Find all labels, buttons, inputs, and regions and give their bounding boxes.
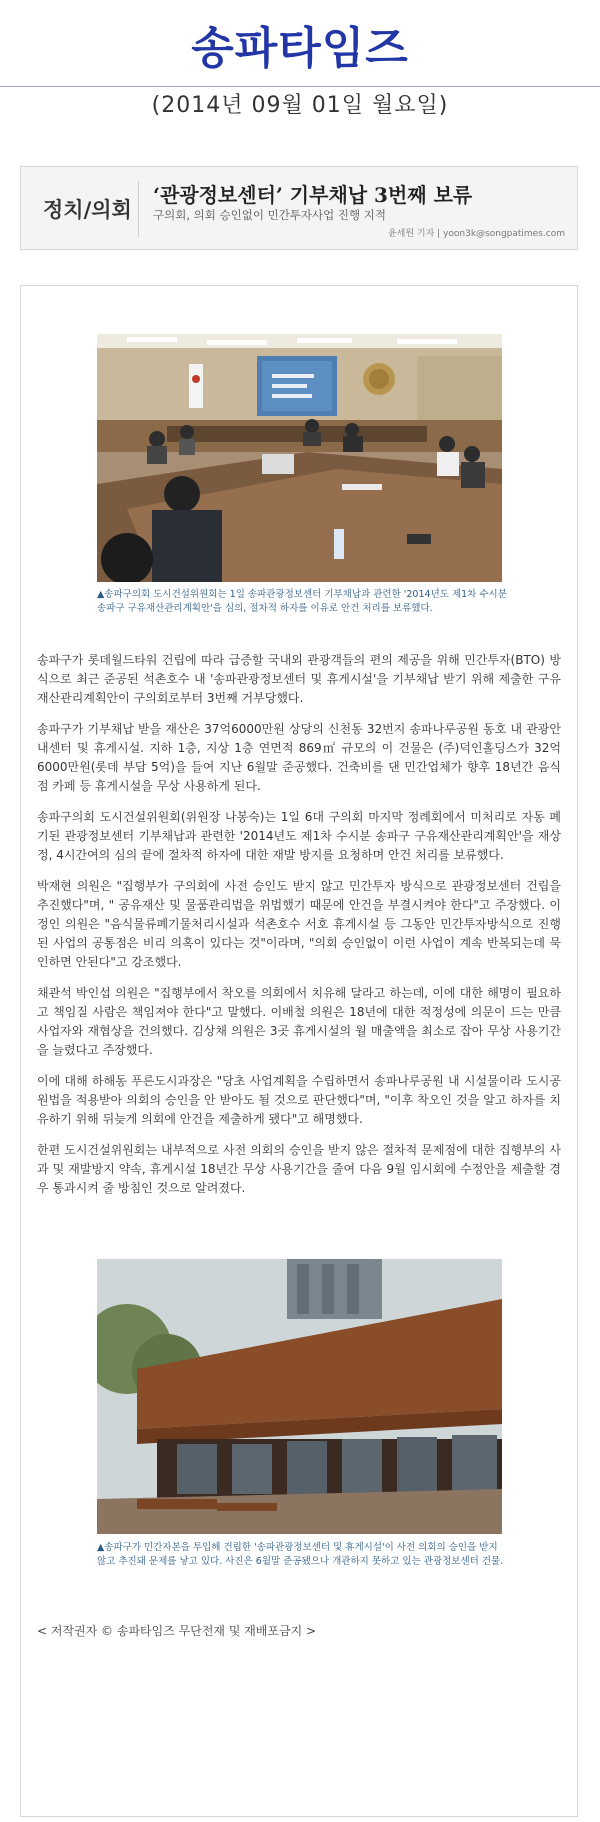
paragraph: 송파구가 기부채납 받을 재산은 37억6000만원 상당의 신천동 32번지 송파나루공원 동호 내 관광안내센터 및 휴게시설. 지하 1층, 지상 1층 연면적 869㎡ 규모의 이 건물은 (주)덕인홀딩스가 32억6000만원(롯데 부담 5억)을 들여 지난 6월말 준공했다. 건축비를 댄 민간업체가 향후 18년간 음식점 카페 등 휴게시설을 무상 사용하게 된다. <box>37 722 561 793</box>
paragraph: 이에 대해 하해동 푸른도시과장은 "당초 사업계획을 수립하면서 송파나루공원 내 시설물이라 도시공원법을 적용받아 의회의 승인을 안 받아도 될 것으로 판단했다"며, "이후 착오인 것을 알고 하자를 치유하기 위해 뒤늦게 의회에 안건을 제출하게 됐다"고 해명했다. <box>37 1074 561 1126</box>
masthead <box>0 0 600 118</box>
paragraph: 채관석 박인섭 의원은 "집행부에서 착오를 의회에서 치유해 달라고 하는데, 이에 대한 해명이 필요하고 책임질 사람은 책임져야 한다"고 말했다. 이배철 의원은 18년에 대한 적정성에 의문이 드는 만큼 사업자와 재협상을 건의했다. 김상채 의원은 3곳 휴게시설의 월 매출액을 최소로 잡아 무상 사용기간을 늘렸다고 주장했다. <box>37 986 561 1057</box>
photo-caption: ▲송파구의회 도시건설위원회는 1일 송파관광정보센터 기부채납과 관련한 '2014년도 제1차 수시분 송파구 구유재산관리계획안'을 심의, 절차적 하자를 이유로 안건 처리를 보류했다. <box>97 589 507 614</box>
photo-caption: ▲송파구가 민간자본을 투입해 건립한 '송파관광정보센터 및 휴게시설'이 사전 의회의 승인을 받지 않고 추진돼 문제를 낳고 있다. 사진은 6월말 준공됐으나 개관하지 못하고 있는 관광정보센터 건물. <box>97 1542 504 1567</box>
byline: 윤세원 기자 | yoon3k@songpatimes.com <box>387 229 565 239</box>
copyright-notice: < 저작권자 © 송파타임즈 무단전재 및 재배포금지 > <box>37 1624 317 1638</box>
site-logo[interactable]: 송파타임즈 <box>191 23 409 74</box>
council-meeting-photo <box>97 334 502 582</box>
article-body <box>37 651 561 1210</box>
article-header <box>20 166 578 250</box>
section-label: 정치/의회 <box>43 198 132 222</box>
masthead-divider <box>0 86 600 87</box>
issue-date: (2014년 09월 01일 월요일) <box>151 93 449 118</box>
tourist-center-photo <box>97 1259 502 1534</box>
paragraph: 송파구가 롯데월드타워 건립에 따라 급증할 국내외 관광객들의 편의 제공을 위해 민간투자(BTO) 방식으로 최근 준공된 석촌호수 내 '송파관광정보센터 및 휴게시설'을 기부채납 받기 위해 제출한 구유재산관리계획안이 구의회로부터 3번째 거부당했다. <box>37 653 561 705</box>
paragraph: 박재현 의원은 "집행부가 구의회에 사전 승인도 받지 않고 민간투자 방식으로 관광정보센터 건립을 추진했다"며, " 공유재산 및 물품관리법을 위법했기 때문에 안건을 부결시켜야 한다"고 주장했다. 이정인 의원은 "음식물류폐기물처리시설과 석촌호수 서호 휴게시설 등 그동안 민간투자방식으로 진행된 사업의 공통점은 비리 의혹이 있다는 것"이라며, "의회 승인없이 이런 사업이 계속 반복되는데 묵인하면 안된다"고 강조했다. <box>37 879 561 969</box>
article-body-box <box>20 285 578 1817</box>
article-title: ‘관광정보센터’ 기부채납 3번째 보류 <box>153 183 473 207</box>
article-subtitle: 구의회, 의회 승인없이 민간투자사업 진행 지적 <box>153 208 387 222</box>
paragraph: 한편 도시건설위원회는 내부적으로 사전 의회의 승인을 받지 않은 절차적 문제점에 대한 집행부의 사과 및 재발방지 약속, 휴게시설 18년간 무상 사용기간을 줄여 다음 9월 임시회에 수정안을 제출할 경우 통과시켜 줄 방침인 것으로 알려졌다. <box>37 1143 561 1195</box>
paragraph: 송파구의회 도시건설위원회(위원장 나봉숙)는 1일 6대 구의회 마지막 정례회에서 미처리로 자동 폐기된 관광정보센터 기부채납과 관련한 '2014년도 제1차 수시분 송파구 구유재산관리계획안'을 재상정, 4시간여의 심의 끝에 절차적 하자에 대한 재발 방지를 요청하며 안건 처리를 보류했다. <box>37 810 561 862</box>
header-divider <box>138 181 139 237</box>
